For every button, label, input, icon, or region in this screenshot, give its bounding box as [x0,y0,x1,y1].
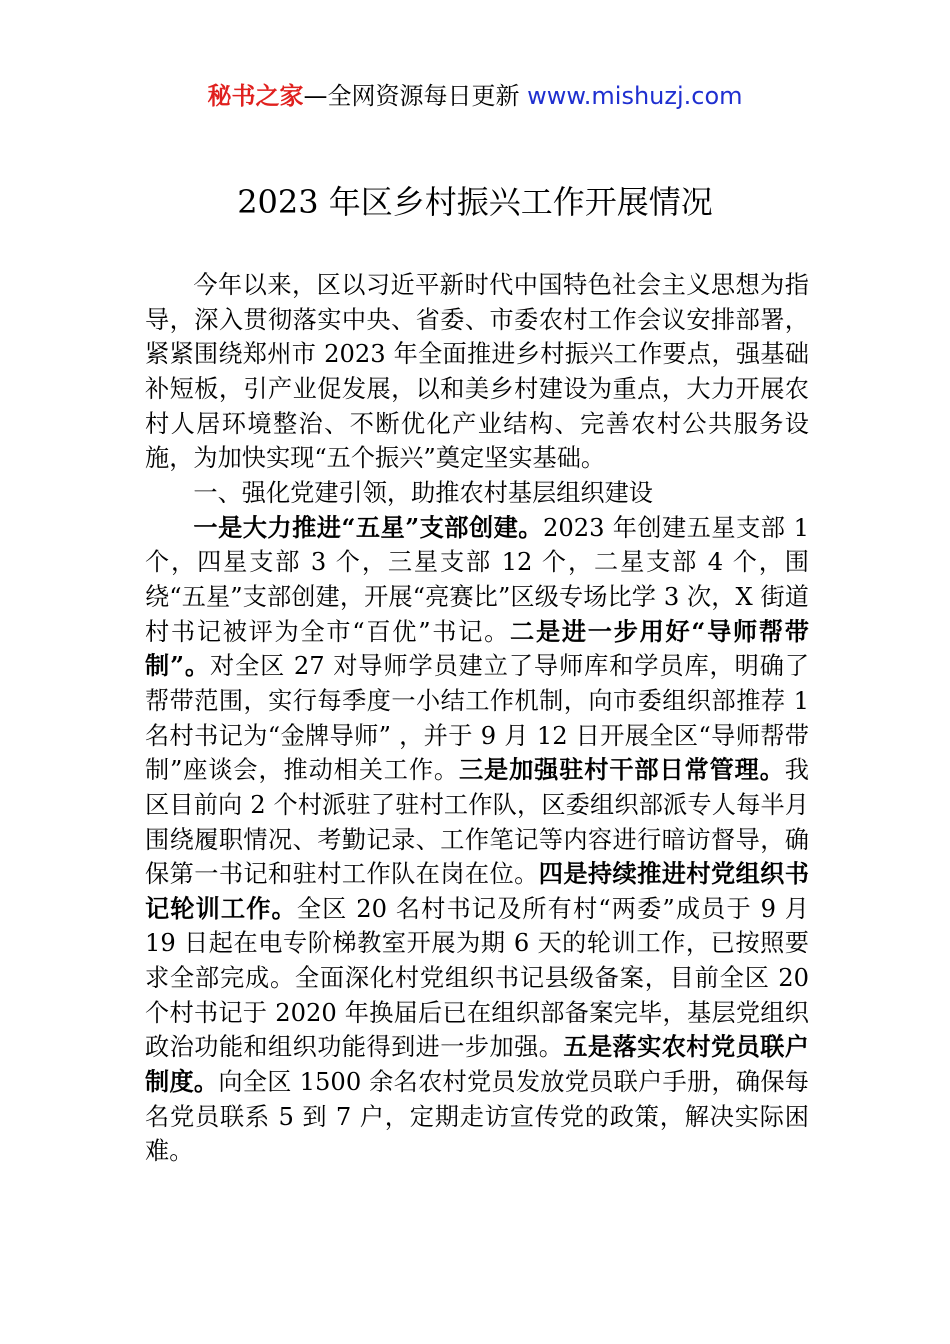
point-text: 对全区 27 对导师学员建立了导师库和学员库，明确了帮带范围，实行每季度一小结工作机制，向市委组织部推荐 1 名村书记为“金牌导师” ，并于 9 月 12 日开展全区“导师帮带制”座谈会，推动相关工作。 [145,652,810,785]
point-text: 全区 20 名村书记及所有村“两委”成员于 9 月 19 日起在电专阶梯教室开展为期 6 天的轮训工作，已按照要求全部完成。全面深化村党组织书记县级备案，目前全区 20 个村书记于 2020 年换届后已在组织部备案完毕，基层党组织政治功能和组织功能得到进一步加强。 [145,894,809,1062]
point-title: 五是落实农村党员联户制度。 [145,1032,809,1097]
brand-name: 秘书之家 [207,82,304,110]
section-paragraph [145,511,809,1169]
point-title: 三是加强驻村干部日常管理。 [458,755,785,785]
document-body [145,268,809,1169]
site-header [0,80,950,112]
point-title: 四是持续推进村党组织书记轮训工作。 [145,859,809,923]
section-heading: 一、强化党建引领，助推农村基层组织建设 [193,478,653,507]
point-title: 一是大力推进“五星”支部创建。 [193,512,543,542]
point-text: 2023 年创建五星支部 1 个，四星支部 3 个，三星支部 12 个，二星支部 4 个，围绕“五星”支部创建，开展“亮赛比”区级专场比学 3 次，X 街道村书记被评为全市“百优”书记。 [145,513,809,646]
point-text: 向全区 1500 余名农村党员发放党员联户手册，确保每名党员联系 5 到 7 户，定期走访宣传党的政策，解决实际困难。 [145,1068,809,1166]
site-url-link[interactable]: www.mishuzj.com [527,82,743,110]
point-text: 我区目前向 2 个村派驻了驻村工作队，区委组织部派专人每半月围绕履职情况、考勤记录、工作笔记等内容进行暗访督导，确保第一书记和驻村工作队在岗在位。 [145,756,809,889]
point-title: 二是进一步用好“导师帮带制”。 [145,616,809,681]
site-slogan: —全网资源每日更新 [303,82,528,110]
document-title: 2023 年区乡村振兴工作开展情况 [237,183,713,221]
intro-paragraph: 今年以来，区以习近平新时代中国特色社会主义思想为指导，深入贯彻落实中央、省委、市委农村工作会议安排部署，紧紧围绕郑州市 2023 年全面推进乡村振兴工作要点，强基础补短板，引产业促发展，以和美乡村建设为重点，大力开展农村人居环境整治、不断优化产业结构、完善农村公共服务设施，为加快实现“五个振兴”奠定坚实基础。 [145,271,809,473]
